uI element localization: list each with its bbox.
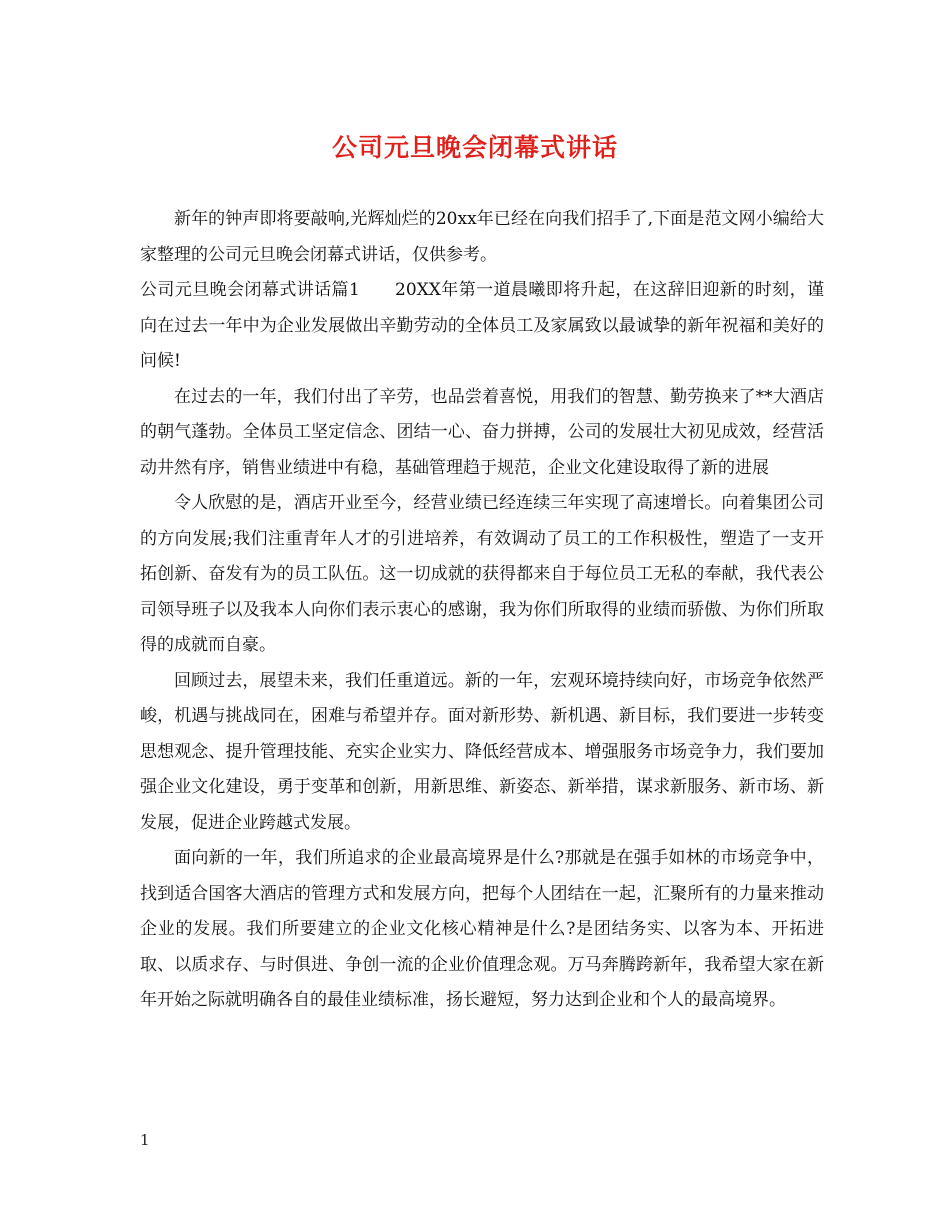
- document-body: [140, 202, 824, 1019]
- intro-paragraph: 新年的钟声即将要敲响,光辉灿烂的20xx年已经在向我们招手了,下面是范文网小编给大家整理的公司元旦晚会闭幕式讲话，仅供参考。: [140, 209, 824, 265]
- body-paragraph: 令人欣慰的是，酒店开业至今，经营业绩已经连续三年实现了高速增长。向着集团公司的方向发展;我们注重青年人才的引进培养，有效调动了员工的工作积极性，塑造了一支开拓创新、奋发有为的员工队伍。这一切成就的获得都来自于每位员工无私的奉献，我代表公司领导班子以及我本人向你们表示衷心的感谢，我为你们所取得的业绩而骄傲、为你们所取得的成就而自豪。: [140, 493, 824, 655]
- speech-heading-paragraph: 公司元旦晚会闭幕式讲话篇1 20XX年第一道晨曦即将升起，在这辞旧迎新的时刻，谨向在过去一年中为企业发展做出辛勤劳动的全体员工及家属致以最诚挚的新年祝福和美好的问候!: [140, 280, 824, 371]
- body-paragraph: 在过去的一年，我们付出了辛劳，也品尝着喜悦，用我们的智慧、勤劳换来了**大酒店的朝气蓬勃。全体员工坚定信念、团结一心、奋力拼搏，公司的发展壮大初见成效，经营活动井然有序，销售业绩进中有稳，基础管理趋于规范，企业文化建设取得了新的进展: [140, 386, 824, 478]
- document-title: 公司元旦晚会闭幕式讲话: [331, 133, 618, 162]
- body-paragraph: 面向新的一年，我们所追求的企业最高境界是什么?那就是在强手如林的市场竞争中，找到适合国客大酒店的管理方式和发展方向，把每个人团结在一起，汇聚所有的力量来推动企业的发展。我们所要建立的企业文化核心精神是什么?是团结务实、以客为本、开拓进取、以质求存、与时俱进、争创一流的企业价值理念观。万马奔腾跨新年，我希望大家在新年开始之际就明确各自的最佳业绩标准，扬长避短，努力达到企业和个人的最高境界。: [140, 848, 824, 1010]
- body-paragraph: 回顾过去，展望未来，我们任重道远。新的一年，宏观环境持续向好，市场竞争依然严峻，机遇与挑战同在，困难与希望并存。面对新形势、新机遇、新目标，我们要进一步转变思想观念、提升管理技能、充实企业实力、降低经营成本、增强服务市场竞争力，我们要加强企业文化建设，勇于变革和创新，用新思维、新姿态、新举措，谋求新服务、新市场、新发展，促进企业跨越式发展。: [140, 670, 824, 833]
- page-number: 1: [140, 1131, 150, 1149]
